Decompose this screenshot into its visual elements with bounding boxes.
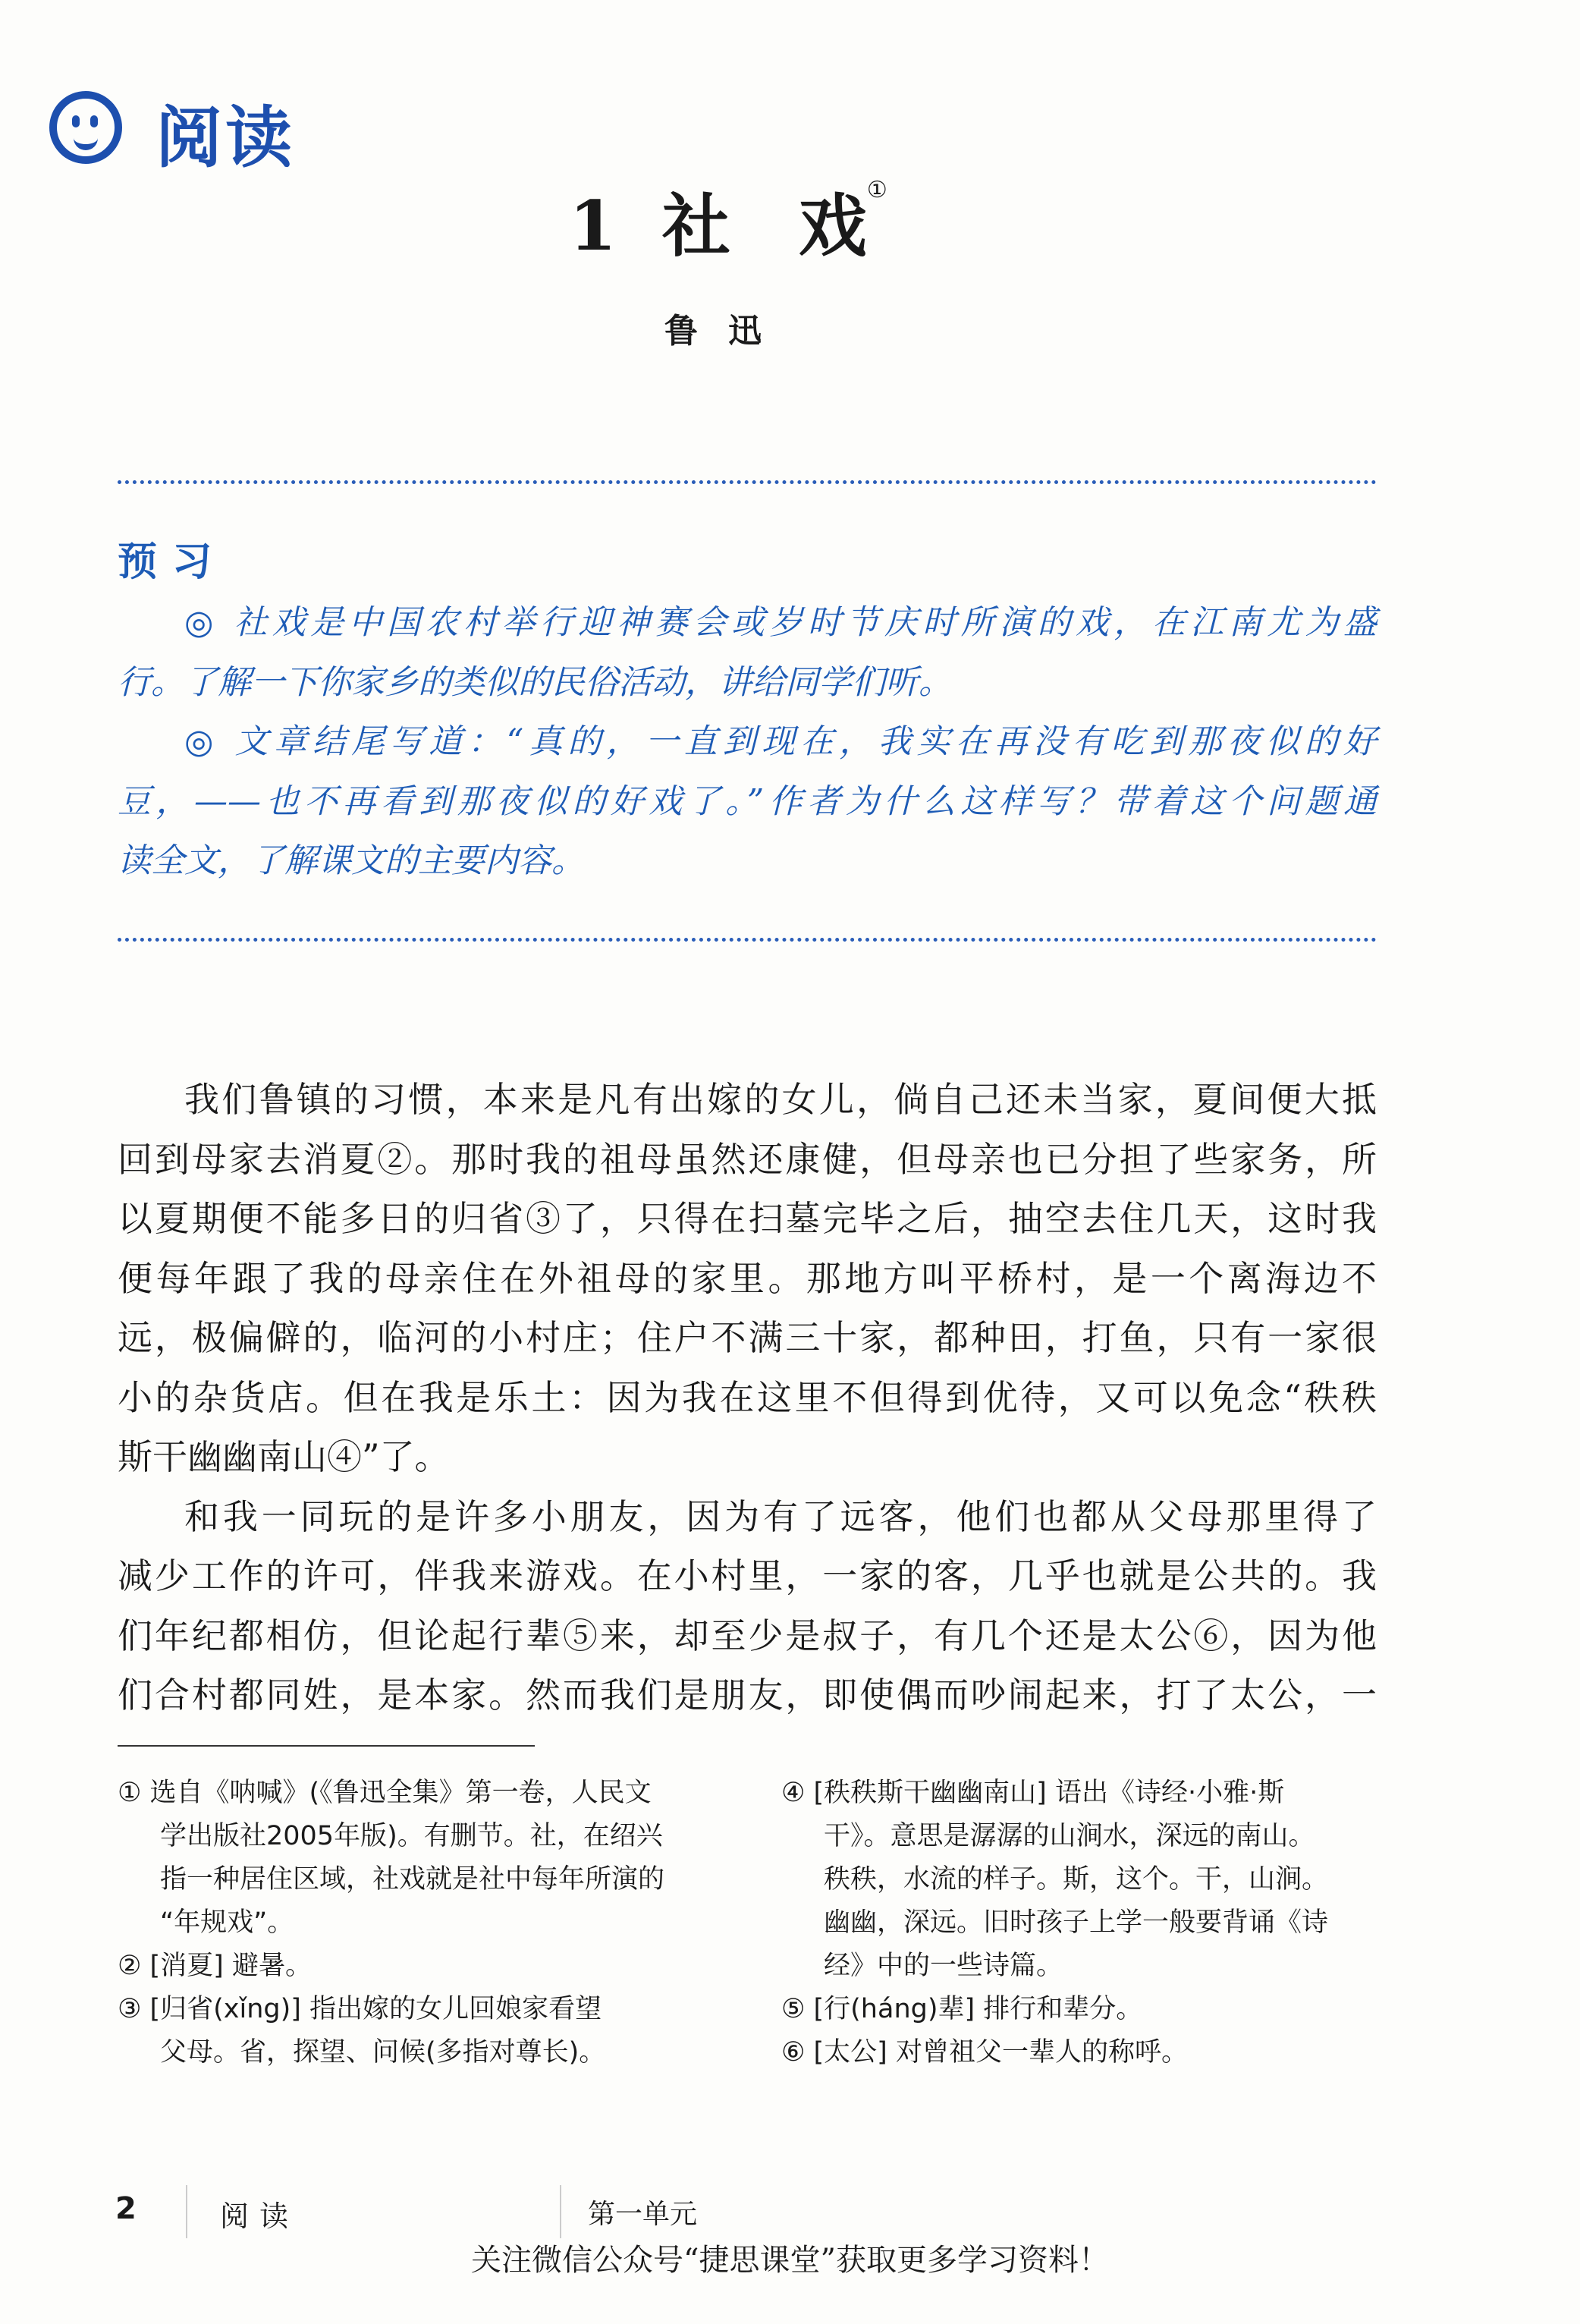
section-title: 阅读 [155, 99, 296, 177]
footnote-line: ⑥ [太公] 对曾祖父一辈人的称呼。 [781, 2037, 1188, 2068]
body-line: 小的杂货店。但在我是乐土：因为我在这里不但得到优待，又可以免念“秩秩 [118, 1376, 1377, 1418]
smiley-eye [90, 115, 98, 127]
footer-unit: 第一单元 [588, 2199, 698, 2230]
body-line: 我们鲁镇的习惯，本来是凡有出嫁的女儿，倘自己还未当家，夏间便大抵 [184, 1079, 1377, 1120]
lesson-title [0, 171, 1456, 269]
body-line: 们年纪都相仿，但论起行辈⑤来，却至少是叔子，有几个还是太公⑥，因为他 [118, 1615, 1377, 1656]
footnote-line: ① 选自《呐喊》(《鲁迅全集》第一卷，人民文 [118, 1778, 652, 1808]
footnote-line: ③ [归省(xǐng)] 指出嫁的女儿回娘家看望 [118, 1994, 602, 2024]
body-text [118, 1070, 1377, 1725]
footnote-line: 干》。意思是潺潺的山涧水，深远的南山。 [824, 1821, 1315, 1851]
footer-separator [186, 2185, 187, 2238]
footer-section: 阅读 [220, 2200, 300, 2233]
footnotes-left [118, 1772, 717, 2074]
body-line: 们合村都同姓，是本家。然而我们是朋友，即使偶而吵闹起来，打了太公，一 [118, 1675, 1377, 1715]
title-footnote-ref: ① [866, 177, 887, 203]
body-line: 和我一同玩的是许多小朋友，因为有了远客，他们也都从父母那里得了 [184, 1495, 1377, 1537]
body-line: 便每年跟了我的母亲住在外祖母的家里。那地方叫平桥村，是一个离海边不 [118, 1257, 1377, 1299]
body-line: 回到母家去消夏②。那时我的祖母虽然还康健，但母亲也已分担了些家务，所 [118, 1138, 1377, 1180]
footnotes-right [781, 1772, 1381, 2074]
footer-separator [560, 2185, 561, 2238]
smiley-face-icon [49, 91, 122, 164]
smiley-eye [72, 115, 80, 127]
footnote-line: 经》中的一些诗篇。 [824, 1951, 1063, 1981]
preview-line: 行。了解一下你家乡的类似的民俗活动，讲给同学们听。 [118, 662, 952, 702]
page-number: 2 [115, 2191, 137, 2226]
author: 鲁迅 [664, 312, 792, 351]
footnote-line: 指一种居住区域，社戏就是社中每年所演的 [160, 1864, 665, 1895]
body-line: 斯干幽幽南山④”了。 [118, 1436, 450, 1477]
footnote-line: ④ [秩秩斯干幽幽南山] 语出《诗经·小雅·斯 [781, 1778, 1285, 1808]
body-line: 减少工作的许可，伴我来游戏。在小村里，一家的客，几乎也就是公共的。我 [118, 1555, 1377, 1596]
watermark-text: 关注微信公众号“捷思课堂”获取更多学习资料！ [471, 2243, 1109, 2278]
footnote-line: ⑤ [行(háng)辈] 排行和辈分。 [781, 1994, 1143, 2024]
preview-line: 豆，——也不再看到那夜似的好戏了。”作者为什么这样写？带着这个问题通 [118, 781, 1377, 821]
footnote-line: 父母。省，探望、问候(多指对尊长)。 [160, 2037, 606, 2068]
preview-line: ◎ 社戏是中国农村举行迎神赛会或岁时节庆时所演的戏，在江南尤为盛 [184, 603, 1377, 642]
body-line: 以夏期便不能多日的归省③了，只得在扫墓完毕之后，抽空去住几天，这时我 [118, 1198, 1377, 1239]
footnote-line: 秩秩，水流的样子。斯，这个。干，山涧。 [824, 1864, 1329, 1895]
dotted-divider-bottom [118, 938, 1377, 942]
footnote-line: 幽幽，深远。旧时孩子上学一般要背诵《诗 [824, 1907, 1329, 1938]
footnote-line: ② [消夏] 避暑。 [118, 1951, 312, 1981]
lesson-number: 1 [569, 186, 617, 266]
preview-text [118, 593, 1377, 892]
preview-line: 读全文，了解课文的主要内容。 [118, 841, 585, 880]
lesson-title-text: 社 戏 [661, 186, 867, 266]
body-line: 远，极偏僻的，临河的小村庄；住户不满三十家，都种田，打鱼，只有一家很 [118, 1317, 1377, 1358]
smiley-mouth [74, 132, 98, 150]
footnote-line: 学出版社2005年版)。有删节。社，在绍兴 [160, 1821, 663, 1851]
dotted-divider-top [118, 480, 1377, 484]
footnote-line: “年规戏”。 [160, 1907, 294, 1938]
footnote-divider [118, 1745, 535, 1747]
preview-line: ◎ 文章结尾写道：“真的，一直到现在，我实在再没有吃到那夜似的好 [184, 722, 1377, 761]
preview-heading: 预习 [118, 539, 228, 585]
